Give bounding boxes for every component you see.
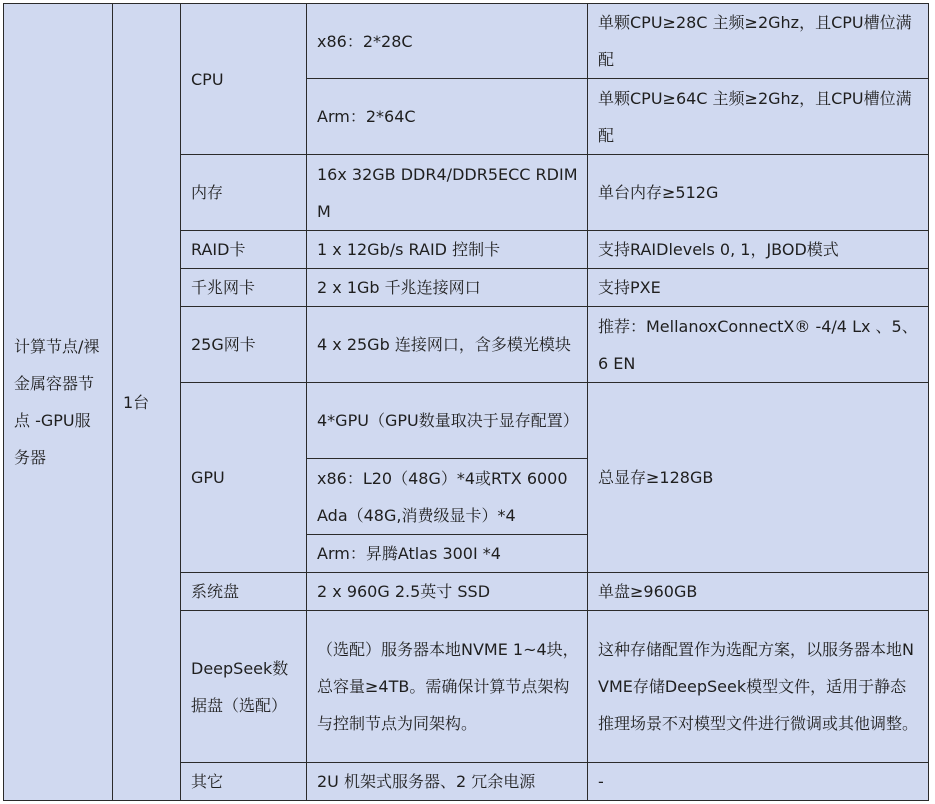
item-cell-deepseek-disk: DeepSeek数据盘（选配） (181, 611, 307, 763)
spec-cell: 16x 32GB DDR4/DDR5ECC RDIMM (307, 155, 588, 231)
spec-cell: （选配）服务器本地NVME 1~4块，总容量≥4TB。需确保计算节点架构与控制节点为同架构。 (307, 611, 588, 763)
item-cell-gigabit-nic: 千兆网卡 (181, 269, 307, 307)
spec-cell: 4*GPU（GPU数量取决于显存配置） (307, 383, 588, 459)
spec-cell: 1 x 12Gb/s RAID 控制卡 (307, 231, 588, 269)
server-spec-table (3, 3, 929, 801)
requirement-cell: 支持PXE (588, 269, 929, 307)
requirement-cell: 推荐：MellanoxConnectX® -4/4 Lx 、5、6 EN (588, 307, 929, 383)
requirement-cell: 单盘≥960GB (588, 573, 929, 611)
item-cell-system-disk: 系统盘 (181, 573, 307, 611)
spec-cell: 2 x 1Gb 千兆连接网口 (307, 269, 588, 307)
table-row (4, 4, 929, 79)
spec-cell: 4 x 25Gb 连接网口，含多模光模块 (307, 307, 588, 383)
spec-cell: Arm：昇腾Atlas 300I *4 (307, 535, 588, 573)
requirement-cell: 单颗CPU≥64C 主频≥2Ghz，且CPU槽位满配 (588, 79, 929, 155)
item-cell-25g-nic: 25G网卡 (181, 307, 307, 383)
requirement-cell: 支持RAIDlevels 0, 1，JBOD模式 (588, 231, 929, 269)
spec-cell: x86：2*28C (307, 4, 588, 79)
requirement-cell: 这种存储配置作为选配方案，以服务器本地NVME存储DeepSeek模型文件，适用于静态推理场景不对模型文件进行微调或其他调整。 (588, 611, 929, 763)
spec-cell: 2U 机架式服务器、2 冗余电源 (307, 763, 588, 801)
item-cell-gpu: GPU (181, 383, 307, 573)
quantity-cell: 1台 (113, 4, 181, 801)
requirement-cell: - (588, 763, 929, 801)
spec-cell: 2 x 960G 2.5英寸 SSD (307, 573, 588, 611)
item-cell-memory: 内存 (181, 155, 307, 231)
requirement-cell: 单台内存≥512G (588, 155, 929, 231)
item-cell-cpu: CPU (181, 4, 307, 155)
item-cell-raid: RAID卡 (181, 231, 307, 269)
node-type-cell: 计算节点/裸金属容器节点 -GPU服务器 (4, 4, 113, 801)
item-cell-other: 其它 (181, 763, 307, 801)
requirement-cell: 总显存≥128GB (588, 383, 929, 573)
spec-cell: Arm：2*64C (307, 79, 588, 155)
spec-cell: x86：L20（48G）*4或RTX 6000 Ada（48G,消费级显卡）*4 (307, 459, 588, 535)
requirement-cell: 单颗CPU≥28C 主频≥2Ghz，且CPU槽位满配 (588, 4, 929, 79)
